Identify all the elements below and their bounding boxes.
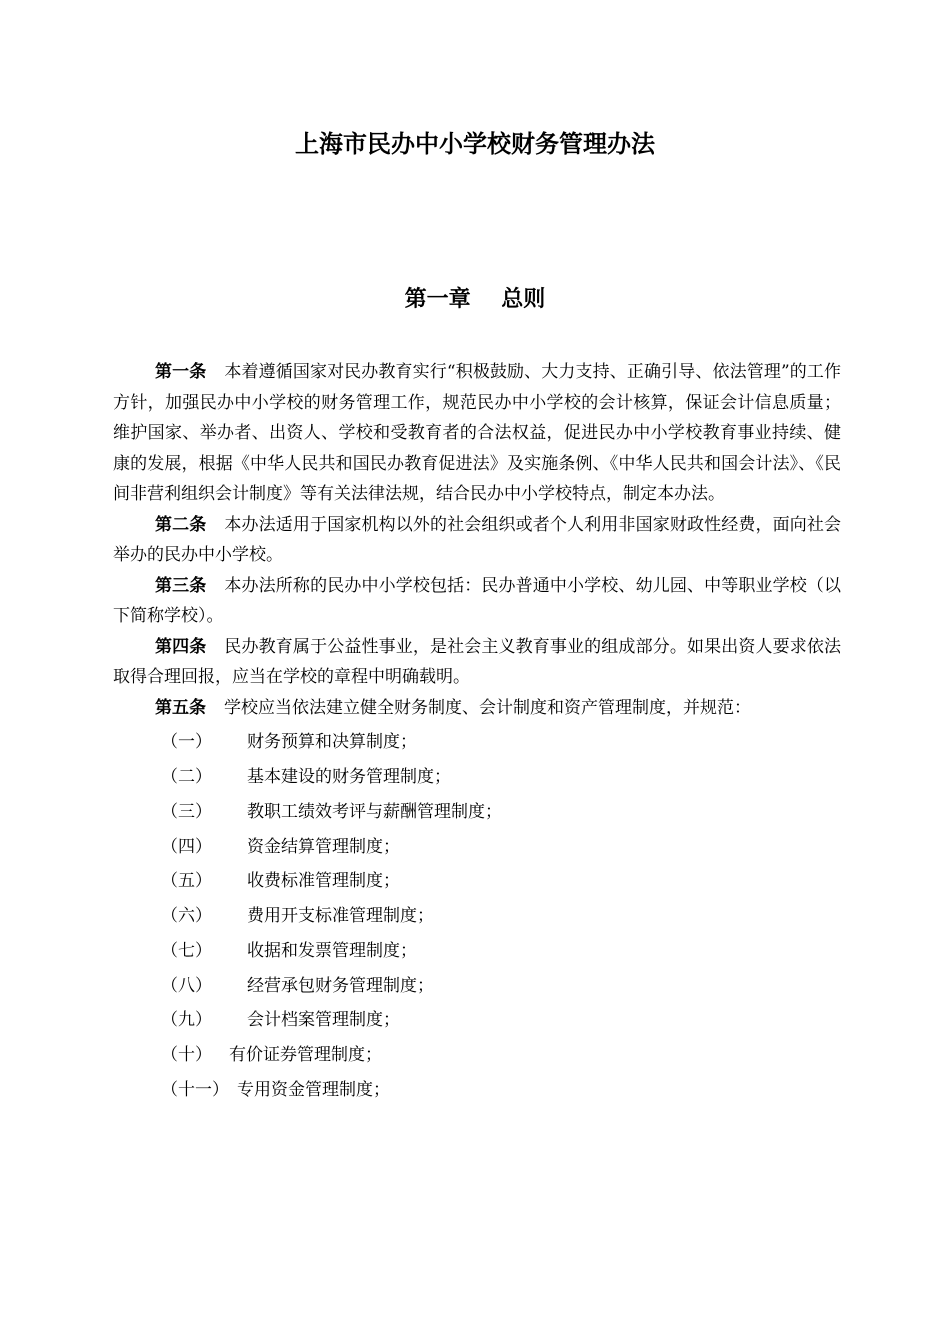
article-1 (113, 357, 841, 510)
item-text: 有价证券管理制度； (229, 1045, 382, 1066)
chapter-heading: 第一章 总则 (404, 287, 546, 312)
item-number: （十一） (161, 1080, 229, 1100)
list-item (113, 797, 841, 828)
article-label: 第四条 (155, 636, 207, 657)
list-item (113, 901, 841, 932)
list-item (113, 762, 841, 793)
item-text: 资金结算管理制度； (247, 836, 400, 857)
list-item (113, 1005, 841, 1036)
item-text: 收据和发票管理制度； (247, 940, 417, 961)
list-item (113, 1075, 841, 1106)
article-text: 本着遵循国家对民办教育实行“积极鼓励、大力支持、正确引导、依法管理”的工作方针，加强民办中小学校的财务管理工作，规范民办中小学校的会计核算，保证会计信息质量；维护国家、举办者、出资人、学校和受教育者的合法权益，促进民办中小学校教育事业持续、健康的发展，根据《中华人民共和国民办教育促进法》及实施条例、《中华人民共和国会计法》、《民间非营利组织会计制度》等有关法律法规，结合民办中小学校特点，制定本办法。 (113, 362, 841, 504)
item-number: （三） (161, 801, 212, 822)
item-number: （一） (161, 732, 212, 753)
list-item (113, 832, 841, 863)
item-number: （六） (161, 906, 212, 927)
item-number: （七） (161, 940, 212, 961)
item-text: 专用资金管理制度； (237, 1080, 390, 1100)
item-text: 收费标准管理制度； (247, 871, 400, 892)
list-item (113, 727, 841, 758)
list-item (113, 866, 841, 897)
article-5 (113, 693, 841, 724)
document-title: 上海市民办中小学校财务管理办法 (295, 130, 655, 158)
item-text: 经营承包财务管理制度； (247, 975, 434, 996)
item-number: （四） (161, 836, 212, 857)
list-item (113, 971, 841, 1002)
article-text: 本办法适用于国家机构以外的社会组织或者个人利用非国家财政性经费，面向社会举办的民办中小学校。 (113, 514, 842, 565)
document-body (113, 357, 841, 1106)
article-text: 本办法所称的民办中小学校包括：民办普通中小学校、幼儿园、中等职业学校（以下简称学校）。 (113, 575, 842, 626)
item-number: （五） (161, 871, 212, 892)
item-text: 会计档案管理制度； (247, 1010, 400, 1031)
item-text: 费用开支标准管理制度； (247, 906, 434, 927)
item-number: （十） (161, 1045, 212, 1066)
article-label: 第三条 (155, 575, 207, 596)
article-text: 民办教育属于公益性事业，是社会主义教育事业的组成部分。如果出资人要求依法取得合理回报，应当在学校的章程中明确载明。 (113, 636, 842, 687)
article-4 (113, 632, 841, 693)
item-number: （二） (161, 766, 212, 787)
article-2 (113, 510, 841, 571)
article-label: 第二条 (155, 514, 207, 535)
list-item (113, 1040, 841, 1071)
article-text: 学校应当依法建立健全财务制度、会计制度和资产管理制度，并规范： (224, 697, 751, 718)
article-label: 第五条 (155, 697, 206, 718)
article-3 (113, 571, 841, 632)
item-text: 教职工绩效考评与薪酬管理制度； (247, 801, 502, 822)
list-item (113, 936, 841, 967)
item-text: 基本建设的财务管理制度； (247, 766, 451, 787)
item-number: （九） (161, 1010, 212, 1031)
item-number: （八） (161, 975, 212, 996)
article-label: 第一条 (155, 362, 207, 382)
item-text: 财务预算和决算制度； (247, 732, 417, 753)
